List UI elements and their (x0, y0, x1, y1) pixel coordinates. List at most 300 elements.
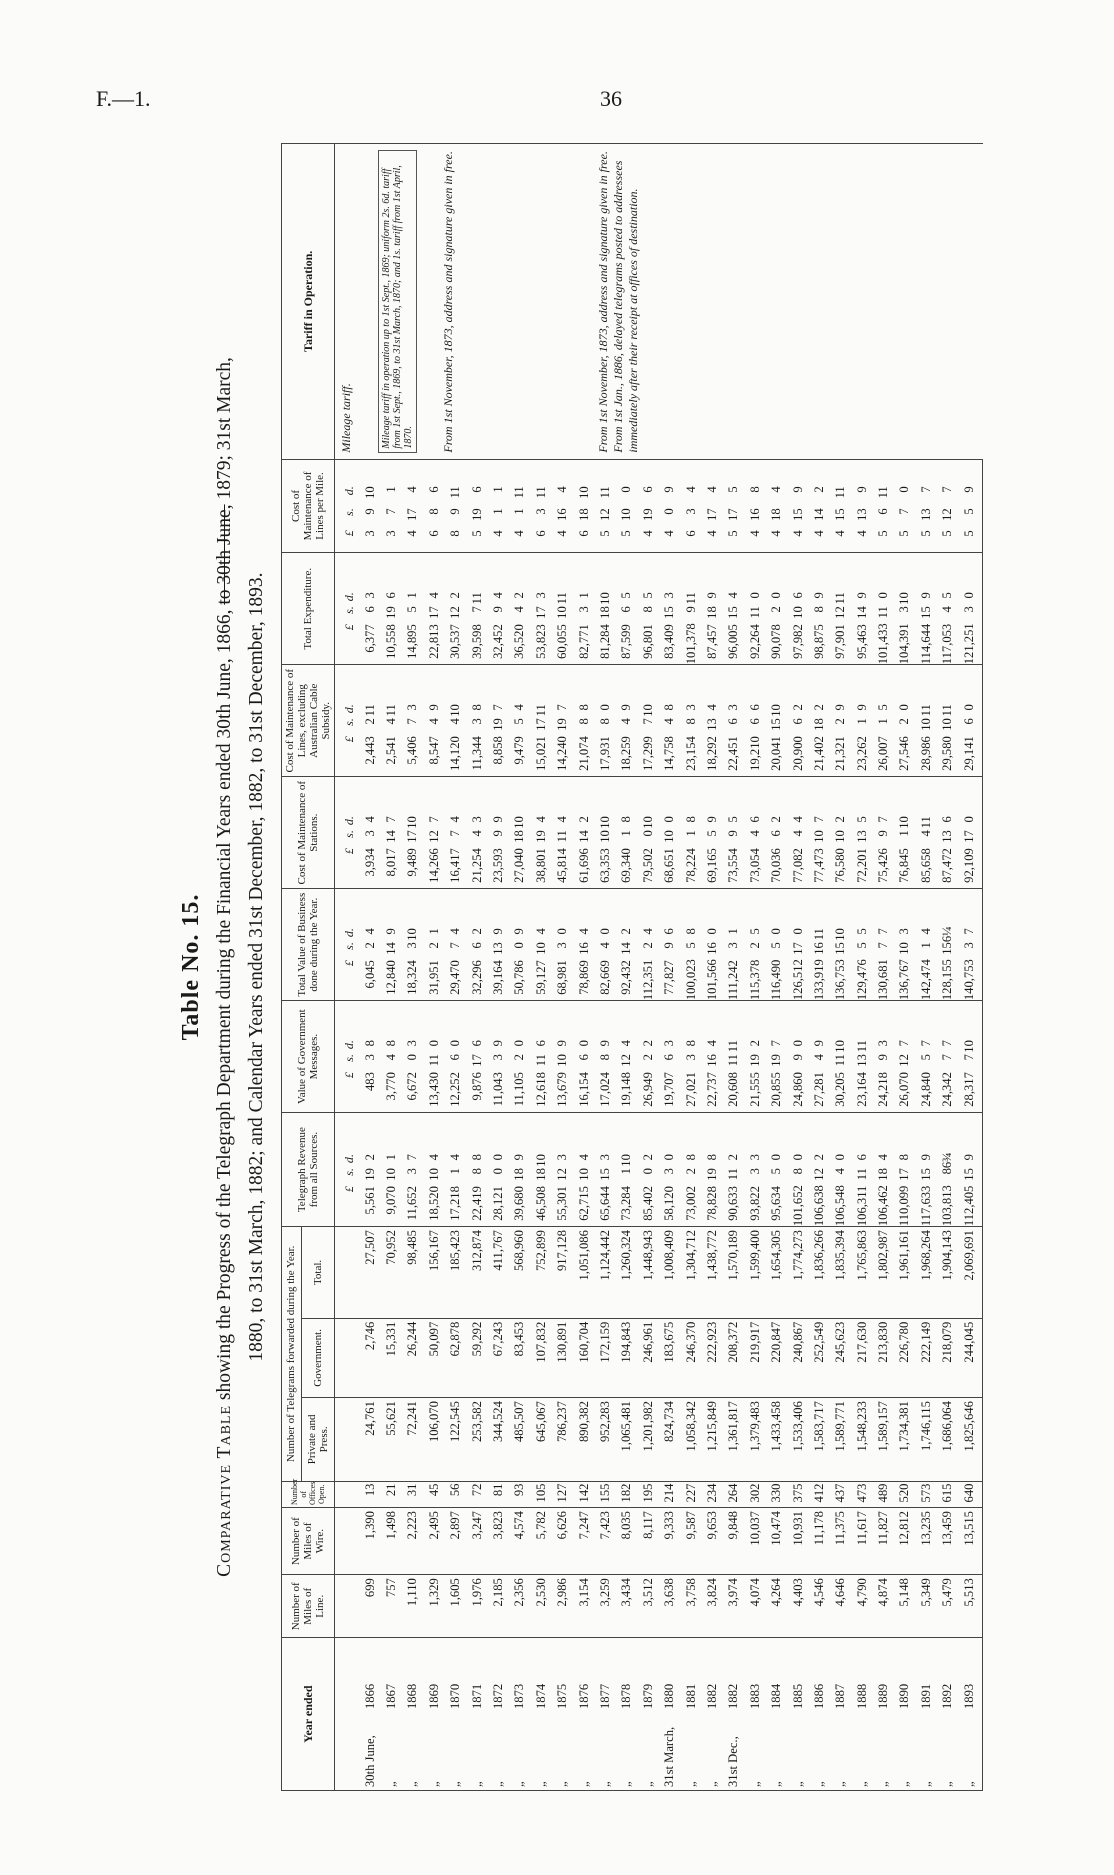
business-value (658, 889, 679, 1001)
telegrams-government: 50,097 (423, 1318, 444, 1397)
year-cell (658, 1638, 679, 1791)
cost-per-mile-pence: 9 (854, 486, 869, 493)
offices-open: 302 (744, 1481, 765, 1507)
stations-cost-shillings: 4 (918, 830, 933, 837)
tariff-mileage: Mileage tariff. (339, 383, 353, 453)
revenue (958, 1113, 983, 1227)
telegrams-total: 98,485 (402, 1227, 423, 1319)
government-messages-value (701, 1001, 722, 1113)
government-messages-value (680, 1001, 701, 1113)
cost-per-mile-shillings: 13 (854, 508, 869, 521)
stations-cost (958, 777, 983, 889)
stations-cost-pence: 9 (491, 816, 506, 823)
lines-cost-pence: 3 (726, 704, 741, 711)
business-value-pence: 4 (576, 928, 591, 935)
revenue-pounds: 17,218 (448, 1186, 463, 1221)
total-expenditure-shillings: 5 (405, 606, 420, 613)
telegrams-private: 1,746,115 (915, 1398, 936, 1481)
business-value-pence: 2 (469, 928, 484, 935)
miles-line: 1,605 (445, 1575, 466, 1638)
lines-cost-shillings: 15 (769, 718, 784, 731)
lines-cost (637, 665, 658, 777)
revenue-pence: 3 (597, 1154, 612, 1161)
lines-cost (765, 665, 786, 777)
cost-per-mile-shillings: 9 (362, 508, 377, 515)
total-expenditure-pence: 3 (362, 592, 377, 599)
business-value-pounds: 100,023 (683, 959, 698, 1001)
lines-cost-pence: 9 (426, 704, 441, 711)
total-expenditure-pounds: 101,433 (876, 623, 891, 665)
revenue (466, 1113, 487, 1227)
lines-cost-pence: 3 (683, 704, 698, 711)
total-expenditure (851, 553, 872, 665)
lines-cost (787, 665, 808, 777)
government-messages-value-shillings: 7 (940, 1054, 955, 1061)
telegrams-government: 220,847 (765, 1318, 786, 1397)
lines-cost-shillings: 17 (533, 718, 548, 731)
year-label: „ (897, 1781, 912, 1787)
total-expenditure-pounds: 121,251 (961, 623, 976, 665)
telegrams-government: 217,630 (851, 1318, 872, 1397)
government-messages-value-pence: 10 (961, 1040, 976, 1053)
year-cell (445, 1638, 466, 1791)
stations-cost (894, 777, 915, 889)
lines-cost (701, 665, 722, 777)
miles-line: 3,512 (637, 1575, 658, 1638)
revenue-shillings: 18 (533, 1168, 548, 1181)
cost-per-mile (744, 459, 765, 553)
unit-p: £ (342, 960, 356, 967)
cost-per-mile-pounds: 5 (469, 530, 484, 537)
total-expenditure-pence: 3 (533, 592, 548, 599)
revenue-pounds: 117,633 (918, 1185, 933, 1227)
tariff-cell (335, 144, 983, 460)
stations-cost-pounds: 70,036 (769, 848, 784, 883)
government-messages-value-shillings: 12 (619, 1054, 634, 1067)
revenue-shillings: 3 (662, 1168, 677, 1175)
revenue-pence: 2 (811, 1154, 826, 1161)
total-expenditure (894, 553, 915, 665)
total-expenditure-pence: 3 (662, 592, 677, 599)
stations-cost-pounds: 27,040 (512, 848, 527, 883)
year-label: „ (405, 1781, 420, 1787)
year-value: 1885 (790, 1683, 805, 1709)
units-blank (335, 1318, 360, 1397)
telegrams-total: 1,654,305 (765, 1227, 786, 1319)
stations-cost (402, 777, 423, 889)
revenue-shillings: 8 (940, 1168, 955, 1175)
total-expenditure (530, 553, 551, 665)
year-cell (894, 1638, 915, 1791)
total-expenditure-pence: 5 (619, 592, 634, 599)
revenue-pence: 9 (918, 1154, 933, 1161)
revenue-shillings: 15 (597, 1168, 612, 1181)
lines-cost-pence: 11 (940, 704, 955, 717)
lines-cost (616, 665, 637, 777)
stations-cost-pence: 8 (619, 816, 634, 823)
stations-cost-shillings: 4 (469, 830, 484, 837)
cost-per-mile-pounds: 6 (576, 530, 591, 537)
cost-per-mile-shillings: 1 (491, 508, 506, 515)
government-messages-value-pence: 9 (491, 1040, 506, 1047)
government-messages-value (658, 1001, 679, 1113)
miles-line: 5,349 (915, 1575, 936, 1638)
government-messages-value-pence: 4 (619, 1040, 634, 1047)
total-expenditure (787, 553, 808, 665)
government-messages-value-pence: 8 (362, 1040, 377, 1047)
cost-per-mile (616, 459, 637, 553)
stations-cost-pence: 8 (683, 816, 698, 823)
revenue-pence: 0 (491, 1154, 506, 1161)
lines-cost-pounds: 21,402 (811, 736, 826, 771)
col-expenditure: Total Expenditure. (282, 553, 335, 665)
business-value-shillings: 3 (726, 942, 741, 949)
total-expenditure (723, 553, 744, 665)
year-cell (915, 1638, 936, 1791)
offices-open: 234 (701, 1481, 722, 1507)
revenue (723, 1113, 744, 1227)
lines-cost-pounds: 26,007 (876, 736, 891, 771)
government-messages-value-pounds: 26,070 (897, 1072, 912, 1107)
lines-cost (894, 665, 915, 777)
government-messages-value-pounds: 22,737 (704, 1072, 719, 1107)
business-value (894, 889, 915, 1001)
stations-cost (616, 777, 637, 889)
government-messages-value-pounds: 9,876 (469, 1072, 484, 1101)
total-expenditure-pence: 9 (811, 592, 826, 599)
year-cell (723, 1638, 744, 1791)
year-cell (594, 1638, 615, 1791)
revenue-pounds: 9,070 (384, 1186, 399, 1215)
cost-per-mile (915, 459, 936, 553)
telegrams-total: 1,961,161 (894, 1227, 915, 1319)
year-label: „ (811, 1781, 826, 1787)
telegrams-private: 890,382 (573, 1398, 594, 1481)
revenue-shillings: 1 (619, 1168, 634, 1175)
offices-open: 489 (872, 1481, 893, 1507)
stations-cost-pence: 0 (961, 816, 976, 823)
telegrams-private: 1,201,982 (637, 1398, 658, 1481)
miles-wire: 9,587 (680, 1508, 701, 1575)
revenue-pence: 4 (448, 1154, 463, 1161)
telegrams-government: 244,045 (958, 1318, 983, 1397)
cost-per-mile-pence: 7 (940, 486, 955, 493)
stations-cost-pence: 11 (918, 816, 933, 829)
revenue-pounds: 78,828 (704, 1186, 719, 1221)
total-expenditure-pence: 9 (704, 592, 719, 599)
business-value (552, 889, 573, 1001)
revenue-pence: 7 (405, 1154, 420, 1161)
business-value (445, 889, 466, 1001)
lines-cost-pounds: 22,451 (726, 736, 741, 771)
business-value-shillings: 5 (854, 942, 869, 949)
revenue-shillings: 5 (769, 1168, 784, 1175)
offices-open: 81 (487, 1481, 508, 1507)
stations-cost (487, 777, 508, 889)
lines-cost-pence: 7 (491, 704, 506, 711)
cost-per-mile-pounds: 4 (491, 530, 506, 537)
business-value-shillings: 3 (555, 942, 570, 949)
telegrams-private: 24,761 (359, 1398, 380, 1481)
year-cell (573, 1638, 594, 1791)
business-value-pence: 6¼ (940, 926, 955, 943)
stations-cost-pounds: 63,353 (597, 848, 612, 883)
cost-per-mile-pounds: 4 (405, 530, 420, 537)
government-messages-value-shillings: 11 (726, 1054, 741, 1067)
lines-cost-shillings: 4 (384, 718, 399, 725)
page-number: 36 (600, 86, 622, 111)
revenue (423, 1113, 444, 1227)
cost-per-mile-pence: 8 (747, 486, 762, 493)
business-value (765, 889, 786, 1001)
total-expenditure-pounds: 95,463 (854, 624, 869, 659)
cost-per-mile-pence: 10 (362, 486, 377, 499)
total-expenditure-pounds: 36,520 (512, 624, 527, 659)
telegrams-private: 952,283 (594, 1398, 615, 1481)
table-title-line1 (211, 143, 239, 1791)
revenue-pounds: 39,680 (512, 1186, 527, 1221)
revenue-pence: 8 (704, 1154, 719, 1161)
miles-line: 699 (359, 1575, 380, 1638)
stations-cost-pounds: 68,651 (662, 848, 677, 883)
revenue-pounds: 101,652 (790, 1185, 805, 1227)
total-expenditure-pence: 6 (790, 592, 805, 599)
government-messages-value (894, 1001, 915, 1113)
total-expenditure (594, 553, 615, 665)
revenue-pounds: 106,638 (811, 1185, 826, 1227)
telegrams-government: 219,917 (744, 1318, 765, 1397)
offices-open: 330 (765, 1481, 786, 1507)
cost-per-mile-pence: 4 (405, 486, 420, 493)
total-expenditure-pounds: 83,409 (662, 624, 677, 659)
government-messages-value-pounds: 11,043 (491, 1072, 506, 1107)
miles-line: 5,479 (937, 1575, 958, 1638)
cost-per-mile-pounds: 5 (918, 530, 933, 537)
total-expenditure (830, 553, 851, 665)
revenue (573, 1113, 594, 1227)
stations-cost-pence: 7 (426, 816, 441, 823)
unit-s: s. (342, 830, 356, 838)
government-messages-value-shillings: 8 (597, 1054, 612, 1061)
cost-per-mile (359, 459, 380, 553)
stations-cost (658, 777, 679, 889)
lines-cost-shillings: 2 (833, 718, 848, 725)
government-messages-value-pence: 4 (704, 1040, 719, 1047)
stations-cost-shillings: 1 (683, 830, 698, 837)
cost-per-mile-pence: 6 (426, 486, 441, 493)
stations-cost-pounds: 85,658 (918, 848, 933, 883)
government-messages-value-pence: 2 (640, 1040, 655, 1047)
cost-per-mile-pounds: 5 (876, 530, 891, 537)
stations-cost-shillings: 19 (533, 830, 548, 843)
cost-per-mile-shillings: 18 (769, 508, 784, 521)
stations-cost-shillings: 18 (512, 830, 527, 843)
stations-cost-pence: 7 (811, 816, 826, 823)
business-value-pence: 4 (918, 928, 933, 935)
revenue-shillings: 11 (726, 1168, 741, 1181)
government-messages-value (637, 1001, 658, 1113)
cost-per-mile-shillings: 12 (597, 508, 612, 521)
miles-line: 1,110 (402, 1575, 423, 1638)
revenue (808, 1113, 829, 1227)
stations-cost (937, 777, 958, 889)
business-value-pounds: 32,296 (469, 960, 484, 995)
telegrams-private: 122,545 (445, 1398, 466, 1481)
business-value-pounds: 136,767 (897, 959, 912, 1001)
government-messages-value-shillings: 4 (811, 1054, 826, 1061)
miles-line: 4,074 (744, 1575, 765, 1638)
business-value (380, 889, 401, 1001)
lines-cost-pence: 0 (961, 704, 976, 711)
lines-cost (830, 665, 851, 777)
telegrams-government: 246,370 (680, 1318, 701, 1397)
telegrams-government: 226,780 (894, 1318, 915, 1397)
business-value (701, 889, 722, 1001)
cost-per-mile-shillings: 6 (876, 508, 891, 515)
cost-per-mile-shillings: 13 (918, 508, 933, 521)
stations-cost (573, 777, 594, 889)
government-messages-value-pounds: 12,618 (533, 1072, 548, 1107)
miles-line: 3,824 (701, 1575, 722, 1638)
revenue-pounds: 18,520 (426, 1186, 441, 1221)
unit-s: s. (342, 1054, 356, 1062)
stations-cost-pence: 6 (940, 816, 955, 823)
miles-wire: 9,653 (701, 1508, 722, 1575)
cost-per-mile-shillings: 7 (897, 508, 912, 515)
lines-cost-pence: 10 (640, 704, 655, 717)
government-messages-value-pounds: 24,860 (790, 1072, 805, 1107)
total-expenditure (466, 553, 487, 665)
lines-cost-pence: 7 (555, 704, 570, 711)
miles-line: 3,758 (680, 1575, 701, 1638)
year-value: 1867 (384, 1683, 399, 1709)
unit-s: s. (342, 1168, 356, 1176)
cost-per-mile-pence: 7 (918, 486, 933, 493)
stations-cost-pounds: 69,340 (619, 848, 634, 883)
stations-cost-pence: 7 (384, 816, 399, 823)
business-value-pounds: 31,951 (426, 960, 441, 995)
lines-cost-pounds: 18,292 (704, 736, 719, 771)
col-government: Government. (301, 1318, 334, 1397)
miles-line: 2,185 (487, 1575, 508, 1638)
telegrams-government: 67,243 (487, 1318, 508, 1397)
government-messages-value-pence: 7 (940, 1040, 955, 1047)
lines-cost-pounds: 14,240 (555, 736, 570, 771)
total-expenditure-shillings: 15 (662, 606, 677, 619)
lines-cost-pence: 8 (662, 704, 677, 711)
offices-open: 182 (616, 1481, 637, 1507)
stations-cost (530, 777, 551, 889)
cost-per-mile (765, 459, 786, 553)
cost-per-mile-shillings: 9 (448, 508, 463, 515)
government-messages-value-pence: 6 (469, 1040, 484, 1047)
lines-cost-shillings: 6 (726, 718, 741, 725)
government-messages-value-shillings: 3 (491, 1054, 506, 1061)
government-messages-value-pounds: 27,281 (811, 1072, 826, 1107)
year-cell (466, 1638, 487, 1791)
lines-cost (423, 665, 444, 777)
total-expenditure-shillings: 9 (683, 606, 698, 613)
lines-cost-shillings: 1 (876, 718, 891, 725)
unit-p: £ (342, 848, 356, 855)
miles-wire: 3,823 (487, 1508, 508, 1575)
telegrams-government: 59,292 (466, 1318, 487, 1397)
year-label: „ (704, 1781, 719, 1787)
unit-p: £ (342, 1186, 356, 1193)
lines-cost (872, 665, 893, 777)
miles-wire: 2,495 (423, 1508, 444, 1575)
stations-cost (787, 777, 808, 889)
telegrams-government: 222,149 (915, 1318, 936, 1397)
miles-wire: 4,574 (509, 1508, 530, 1575)
col-lines: Cost of Maintenance of Lines, excluding Australian Cable Subsidy. (282, 665, 335, 777)
cost-per-mile-pence: 4 (704, 486, 719, 493)
lines-cost-pence: 8 (576, 704, 591, 711)
telegrams-government: 15,331 (380, 1318, 401, 1397)
miles-line: 4,874 (872, 1575, 893, 1638)
telegrams-total: 1,304,712 (680, 1227, 701, 1319)
lines-cost-pounds: 18,259 (619, 736, 634, 771)
cost-per-mile-pence: 11 (876, 486, 891, 499)
cost-per-mile-pence: 11 (512, 486, 527, 499)
stations-cost-pounds: 92,109 (961, 848, 976, 883)
government-messages-value-pence: 11 (854, 1040, 869, 1053)
cost-per-mile-pounds: 5 (726, 530, 741, 537)
government-messages-value-pence: 10 (833, 1040, 848, 1053)
total-expenditure (445, 553, 466, 665)
miles-line: 2,356 (509, 1575, 530, 1638)
stations-cost (701, 777, 722, 889)
telegrams-government: 246,961 (637, 1318, 658, 1397)
government-messages-value-shillings: 19 (747, 1054, 762, 1067)
government-messages-value-pence: 9 (811, 1040, 826, 1047)
stations-cost (594, 777, 615, 889)
revenue (445, 1113, 466, 1227)
units-row (335, 144, 360, 1791)
col-year: Year ended (282, 1638, 335, 1791)
cost-per-mile (637, 459, 658, 553)
stations-cost-shillings: 13 (854, 830, 869, 843)
total-expenditure (958, 553, 983, 665)
lines-cost-shillings: 5 (512, 718, 527, 725)
section-label: F.—1. (96, 86, 151, 111)
miles-line: 4,264 (765, 1575, 786, 1638)
unit-d: d. (342, 592, 356, 602)
business-value-pence: 11 (811, 928, 826, 941)
business-value-shillings: 3 (961, 942, 976, 949)
units-blank (335, 1575, 360, 1638)
cost-per-mile-shillings: 17 (726, 508, 741, 521)
business-value-shillings: 1 (918, 942, 933, 949)
year-label: 31st March, (662, 1726, 677, 1787)
stations-cost-pounds: 79,502 (640, 848, 655, 883)
cost-per-mile-pence: 11 (448, 486, 463, 499)
business-value-shillings: 16 (576, 942, 591, 955)
government-messages-value-shillings: 2 (512, 1054, 527, 1061)
government-messages-value-shillings: 0 (405, 1054, 420, 1061)
lines-cost-shillings: 4 (662, 718, 677, 725)
total-expenditure-pence: 0 (769, 592, 784, 599)
business-value-pounds: 29,470 (448, 960, 463, 995)
revenue-shillings: 2 (683, 1168, 698, 1175)
revenue-pence: 10 (533, 1154, 548, 1167)
total-expenditure-shillings: 12 (448, 606, 463, 619)
offices-open: 437 (830, 1481, 851, 1507)
government-messages-value-pence: 0 (576, 1040, 591, 1047)
telegrams-total: 1,438,772 (701, 1227, 722, 1319)
stations-cost (851, 777, 872, 889)
government-messages-value-pounds: 483 (362, 1072, 377, 1091)
